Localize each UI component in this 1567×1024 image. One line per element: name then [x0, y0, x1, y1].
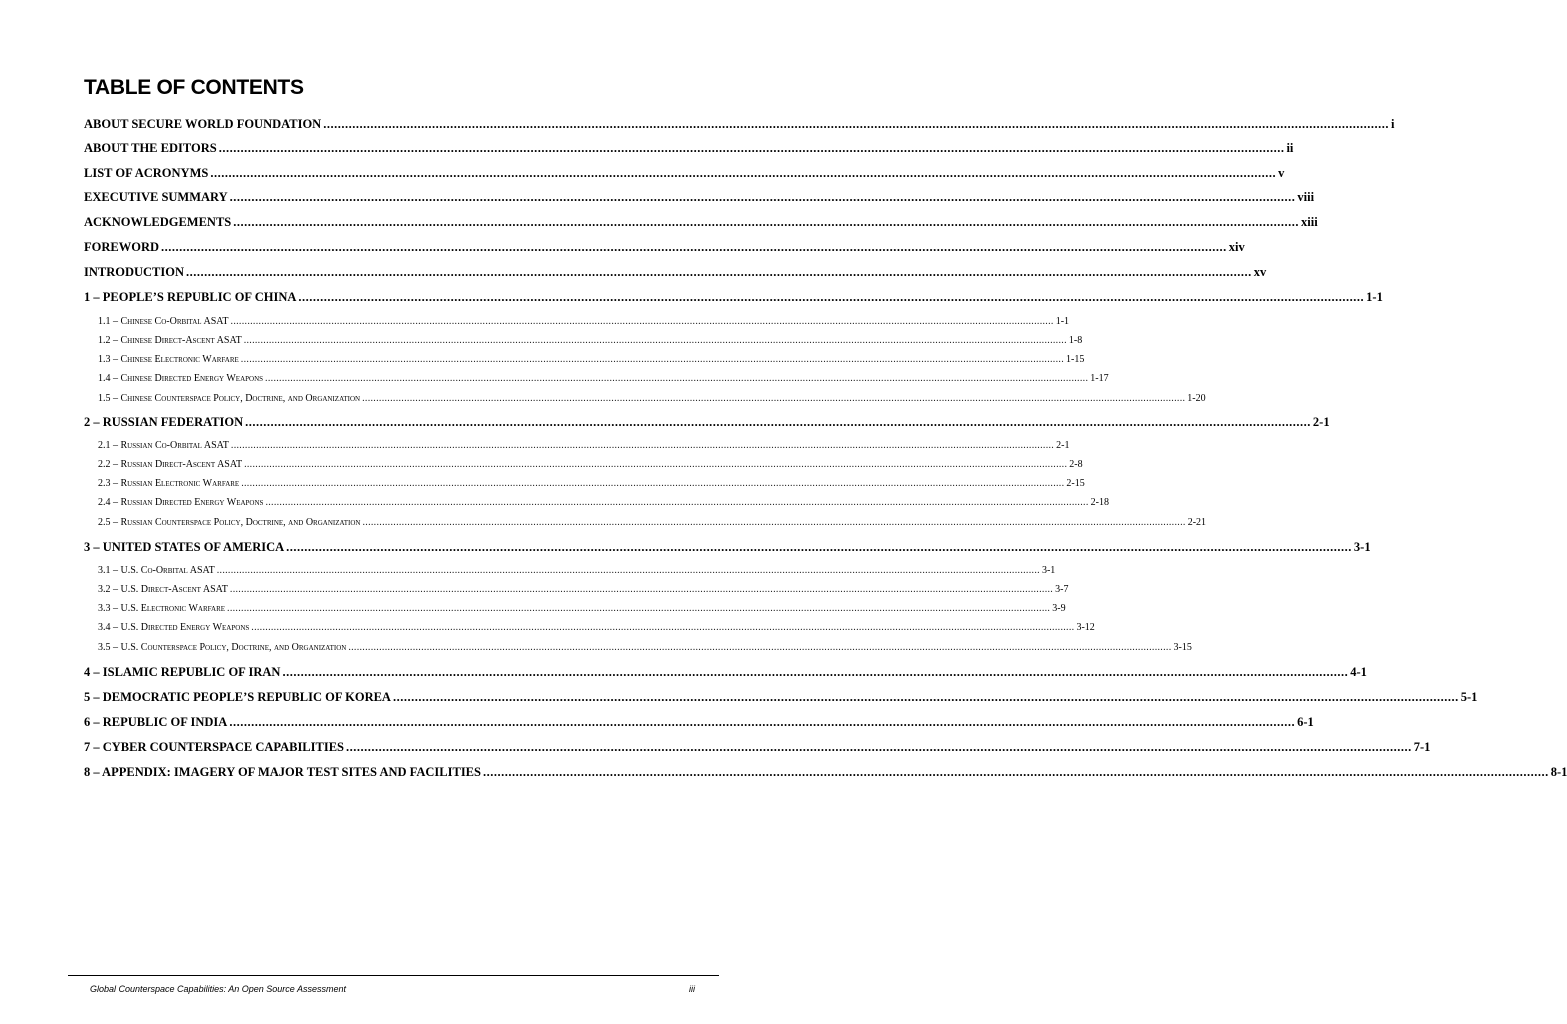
toc-subentry-1-3[interactable]: 1.3 – Chinese Electronic Warfare ...................................................................................................................................................................................................................................................................................................... 1-15 — [98, 354, 1085, 365]
page-title: TABLE OF CONTENTS — [84, 76, 304, 99]
toc-entry-china[interactable]: 1 – PEOPLE’S REPUBLIC OF CHINA ...................................................................................................................................................................................................................................................................................................... 1-1 — [84, 290, 1383, 304]
toc-entry-appendix[interactable]: 8 – APPENDIX: IMAGERY OF MAJOR TEST SITES AND FACILITIES ...................................................................................................................................................................................................................................................................................................... 8-1 — [84, 765, 1567, 779]
toc-entry-acronyms[interactable]: LIST OF ACRONYMS ...................................................................................................................................................................................................................................................................................................... v — [84, 166, 1285, 180]
toc-subentry-3-2[interactable]: 3.2 – U.S. Direct-Ascent ASAT ...................................................................................................................................................................................................................................................................................................... 3-7 — [98, 584, 1069, 595]
toc-entry-acknowledgements[interactable]: ACKNOWLEDGEMENTS ...................................................................................................................................................................................................................................................................................................... xiii — [84, 215, 1318, 229]
toc-subentry-1-2[interactable]: 1.2 – Chinese Direct-Ascent ASAT ...................................................................................................................................................................................................................................................................................................... 1-8 — [98, 335, 1083, 346]
toc-entry-about-editors[interactable]: ABOUT THE EDITORS ...................................................................................................................................................................................................................................................................................................... ii — [84, 141, 1294, 155]
toc-subentry-1-1[interactable]: 1.1 – Chinese Co-Orbital ASAT ...................................................................................................................................................................................................................................................................................................... 1-1 — [98, 316, 1070, 327]
toc-subentry-2-1[interactable]: 2.1 – Russian Co-Orbital ASAT ...................................................................................................................................................................................................................................................................................................... 2-1 — [98, 440, 1070, 451]
toc-subentry-3-4[interactable]: 3.4 – U.S. Directed Energy Weapons ...................................................................................................................................................................................................................................................................................................... 3-12 — [98, 622, 1095, 633]
toc-entry-about-swf[interactable]: ABOUT SECURE WORLD FOUNDATION ...................................................................................................................................................................................................................................................................................................... i — [84, 117, 1395, 131]
toc-subentry-1-5[interactable]: 1.5 – Chinese Counterspace Policy, Doctrine, and Organization ...................................................................................................................................................................................................................................................................................................... 1-20 — [98, 393, 1206, 404]
toc-subentry-2-5[interactable]: 2.5 – Russian Counterspace Policy, Doctrine, and Organization ...................................................................................................................................................................................................................................................................................................... 2-21 — [98, 517, 1207, 528]
toc-entry-cyber[interactable]: 7 – CYBER COUNTERSPACE CAPABILITIES ...................................................................................................................................................................................................................................................................................................... 7-1 — [84, 740, 1431, 754]
toc-entry-iran[interactable]: 4 – ISLAMIC REPUBLIC OF IRAN ...................................................................................................................................................................................................................................................................................................... 4-1 — [84, 665, 1367, 679]
toc-subentry-2-4[interactable]: 2.4 – Russian Directed Energy Weapons ...................................................................................................................................................................................................................................................................................................... 2-18 — [98, 497, 1109, 508]
toc-entry-executive-summary[interactable]: EXECUTIVE SUMMARY ...................................................................................................................................................................................................................................................................................................... viii — [84, 190, 1315, 204]
toc-entry-usa[interactable]: 3 – UNITED STATES OF AMERICA ...................................................................................................................................................................................................................................................................................................... 3-1 — [84, 540, 1371, 554]
toc-subentry-3-1[interactable]: 3.1 – U.S. Co-Orbital ASAT ...................................................................................................................................................................................................................................................................................................... 3-1 — [98, 565, 1056, 576]
toc-entry-introduction[interactable]: INTRODUCTION ...................................................................................................................................................................................................................................................................................................... xv — [84, 265, 1267, 279]
toc-entry-korea[interactable]: 5 – DEMOCRATIC PEOPLE’S REPUBLIC OF KOREA ...................................................................................................................................................................................................................................................................................................... 5-1 — [84, 690, 1478, 704]
toc-subentry-3-3[interactable]: 3.3 – U.S. Electronic Warfare ...................................................................................................................................................................................................................................................................................................... 3-9 — [98, 603, 1066, 614]
toc-subentry-2-3[interactable]: 2.3 – Russian Electronic Warfare ...................................................................................................................................................................................................................................................................................................... 2-15 — [98, 478, 1085, 489]
footer-page-number: iii — [689, 984, 695, 994]
footer-divider — [68, 975, 719, 976]
toc-entry-india[interactable]: 6 – REPUBLIC OF INDIA ...................................................................................................................................................................................................................................................................................................... 6-1 — [84, 715, 1314, 729]
toc-entry-russia[interactable]: 2 – RUSSIAN FEDERATION ...................................................................................................................................................................................................................................................................................................... 2-1 — [84, 415, 1330, 429]
footer-title: Global Counterspace Capabilities: An Open Source Assessment — [90, 984, 346, 994]
toc-entry-foreword[interactable]: FOREWORD ...................................................................................................................................................................................................................................................................................................... xiv — [84, 240, 1245, 254]
toc-subentry-2-2[interactable]: 2.2 – Russian Direct-Ascent ASAT ...................................................................................................................................................................................................................................................................................................... 2-8 — [98, 459, 1083, 470]
toc-subentry-1-4[interactable]: 1.4 – Chinese Directed Energy Weapons ...................................................................................................................................................................................................................................................................................................... 1-17 — [98, 373, 1109, 384]
toc-subentry-3-5[interactable]: 3.5 – U.S. Counterspace Policy, Doctrine, and Organization ...................................................................................................................................................................................................................................................................................................... 3-15 — [98, 642, 1192, 653]
